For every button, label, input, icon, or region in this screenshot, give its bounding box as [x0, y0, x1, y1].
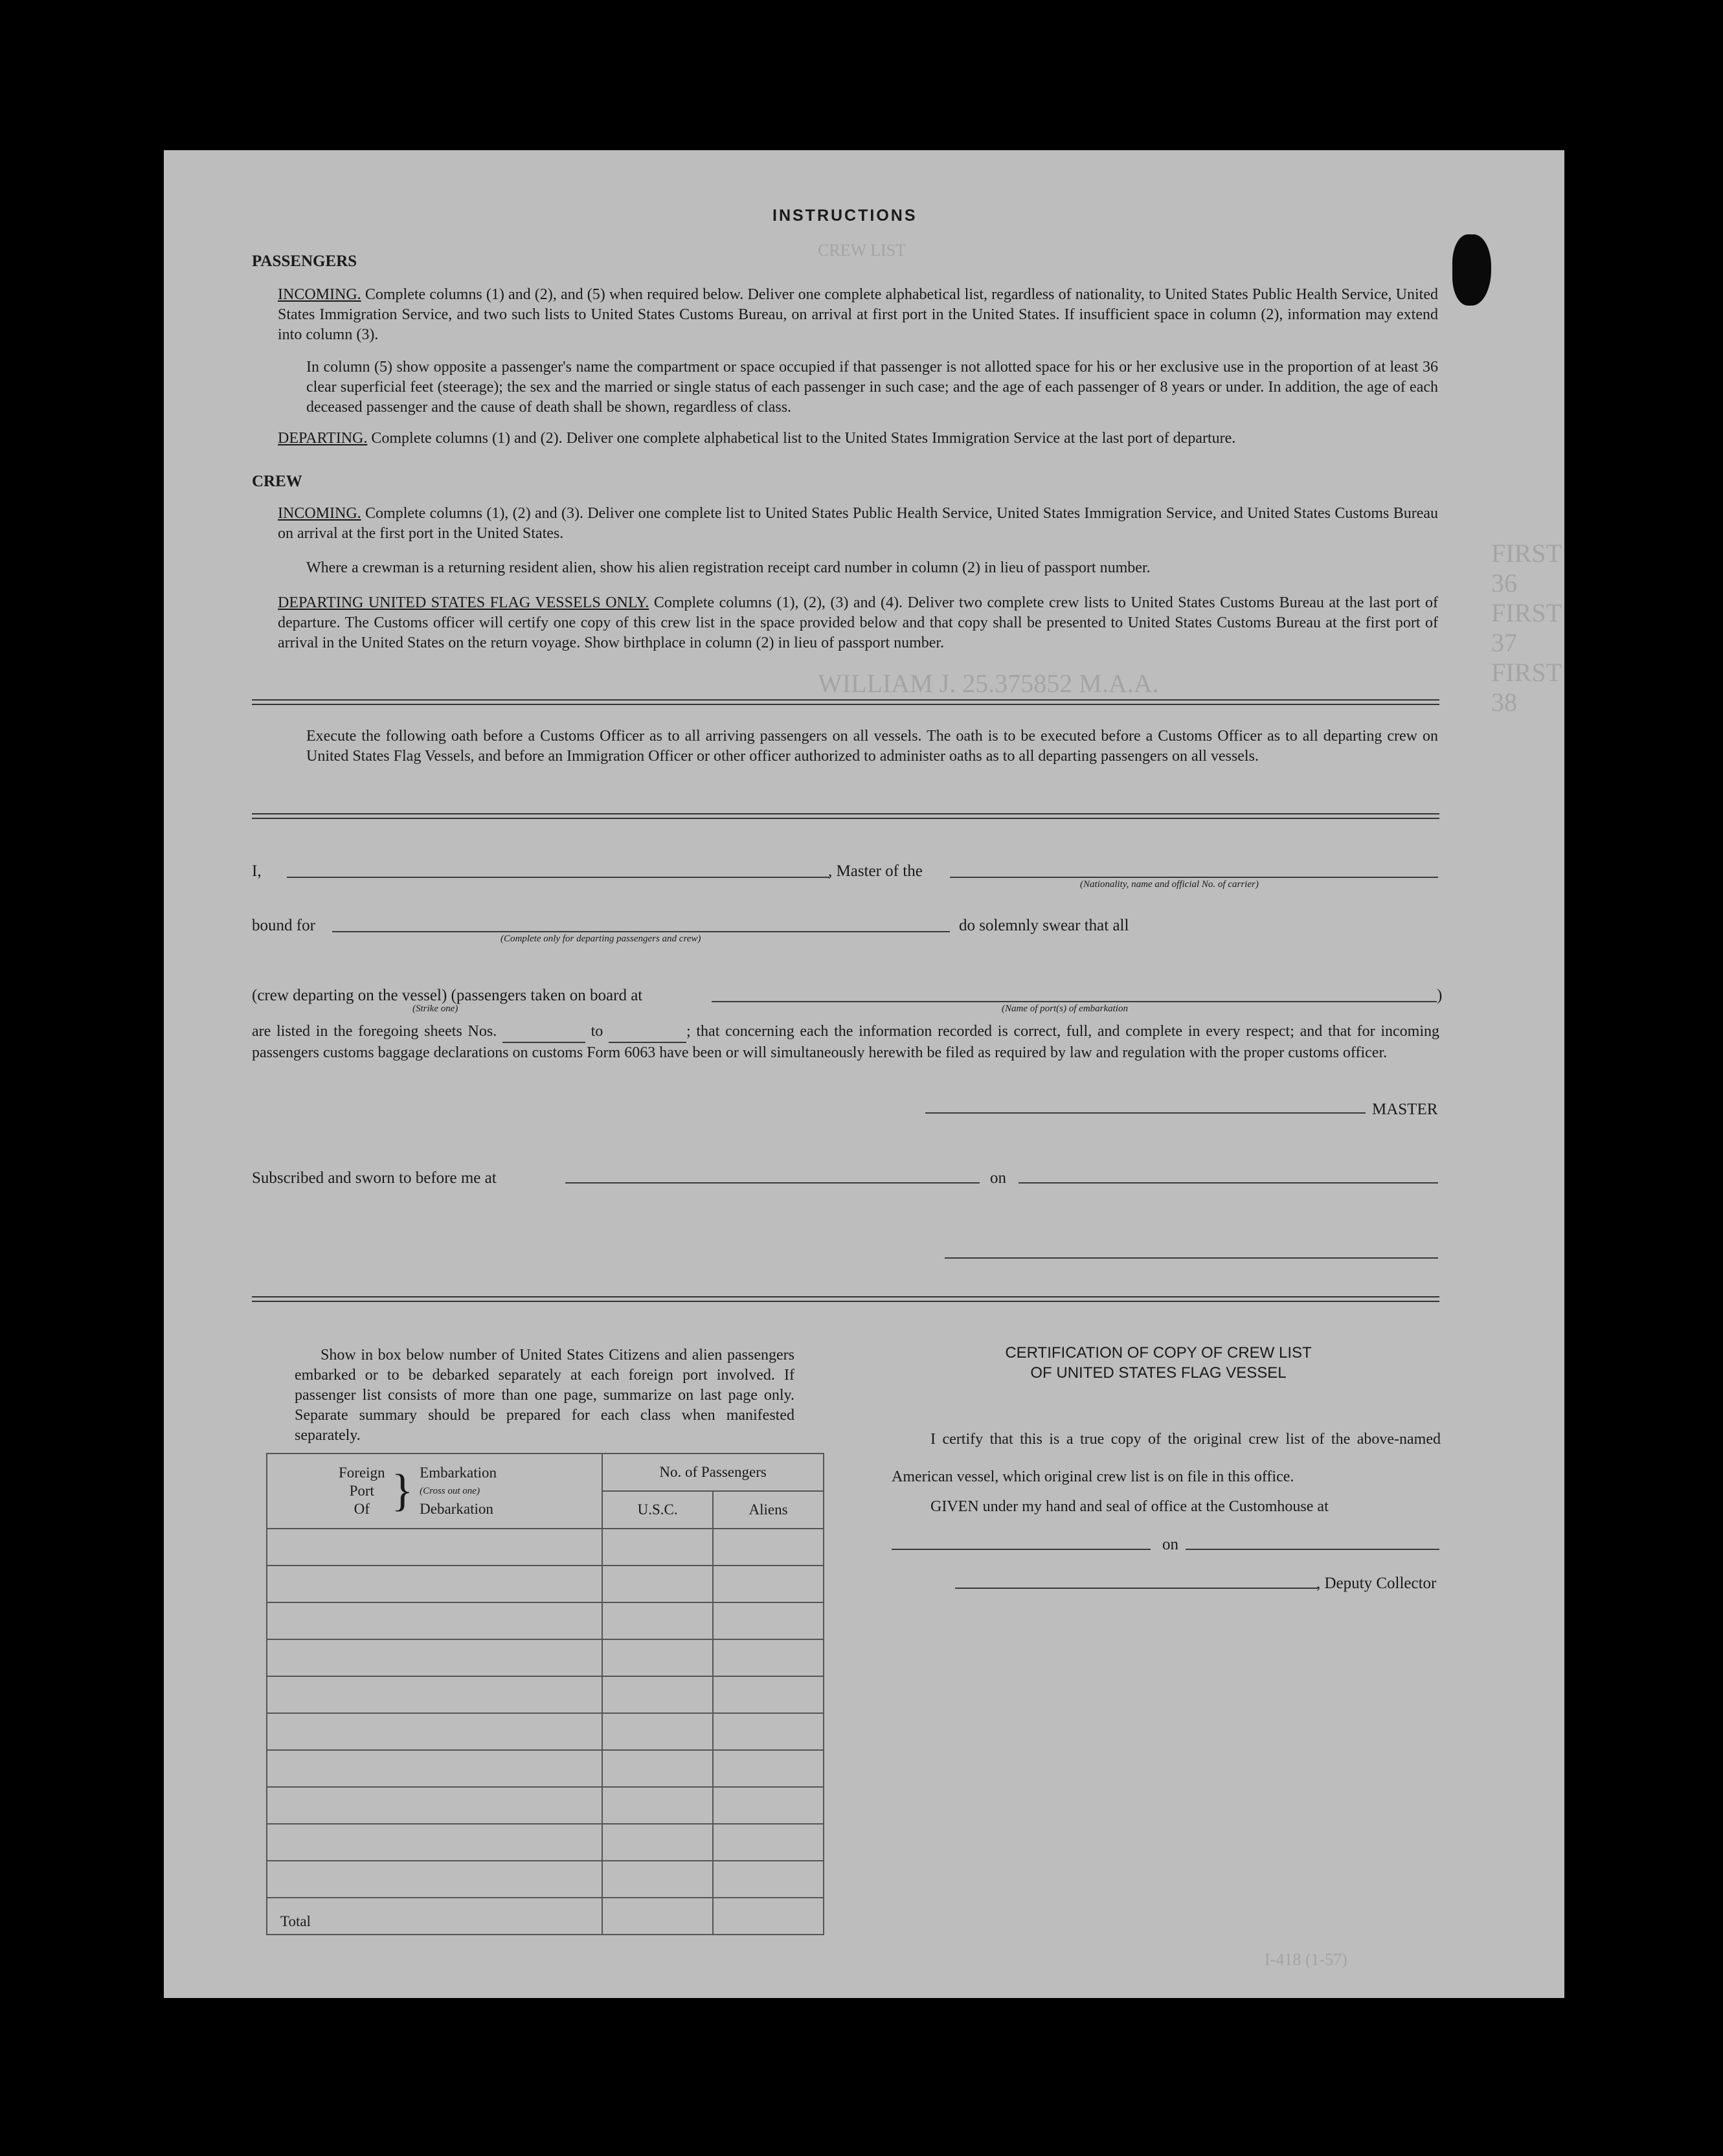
usc-cell[interactable]: [602, 1750, 713, 1787]
nationality-hint: (Nationality, name and official No. of carrier): [1080, 879, 1259, 890]
usc-cell[interactable]: [602, 1713, 713, 1750]
certification-date-field[interactable]: [1186, 1549, 1439, 1550]
usc-cell[interactable]: [602, 1787, 713, 1824]
header-no-passengers: No. of Passengers: [602, 1454, 824, 1491]
bleed-through-text: I-418 (1-57): [1265, 1950, 1347, 1969]
aliens-cell[interactable]: [713, 1787, 824, 1824]
strike-one-hint: (Strike one): [412, 1004, 458, 1014]
table-row: [267, 1566, 824, 1602]
port-hint: (Name of port(s) of embarkation: [1002, 1004, 1128, 1014]
passenger-summary-table: [266, 1453, 824, 1935]
header-of: Of: [354, 1501, 370, 1517]
table-row: [267, 1713, 824, 1750]
table-total-row: [267, 1898, 824, 1935]
summary-instructions: Show in box below number of United States Citizens and alien passengers embarked or to be debarked separately at each foreign port involved. If passenger list consists of more than one page, summarize on last page only. Separate summary should be prepared for each class when manifested separately.: [295, 1347, 794, 1444]
sheet-from-field[interactable]: [502, 1022, 585, 1043]
crew-incoming-text: Complete columns (1), (2) and (3). Deliver one complete list to United States Public Health Service, United States Immigration Service, and United States Customs Bureau on arrival at the first port in the United States.: [278, 505, 1439, 542]
aliens-cell[interactable]: [713, 1602, 824, 1639]
customhouse-field[interactable]: [892, 1549, 1151, 1550]
oath-intro: Execute the following oath before a Customs Officer as to all arriving passengers on all vessels. The oath is to be executed before a Customs Officer as to all departing crew on United States Flag Vessels, and before an Immigration Officer or other officer authorized to administer oaths as to all departing passengers on all vessels.: [306, 728, 1438, 765]
header-aliens: Aliens: [713, 1491, 824, 1529]
sheets-rest-text: ; that concerning each the information recorded is correct, full, and complete in every respect; and that for incoming passengers customs baggage declarations on customs Form 6063 have been or will simultaneously herewith be filed as required by law and regulation with the proper customs officer.: [252, 1023, 1440, 1061]
certification-on-label: on: [1162, 1536, 1178, 1553]
table-header-port: [267, 1454, 602, 1529]
crew-resident: Where a crewman is a returning resident alien, show his alien registration receipt card number in column (2) in lieu of passport number.: [306, 559, 1151, 576]
total-usc-cell[interactable]: [602, 1898, 713, 1935]
master-label: MASTER: [1372, 1101, 1438, 1118]
aliens-cell[interactable]: [713, 1713, 824, 1750]
table-row: [267, 1602, 824, 1639]
sheets-nos-label: are listed in the foregoing sheets Nos.: [252, 1023, 497, 1040]
bound-for-field[interactable]: [332, 931, 950, 932]
port-cell[interactable]: [267, 1750, 602, 1787]
total-label: Total: [267, 1898, 602, 1935]
aliens-cell[interactable]: [713, 1566, 824, 1602]
header-usc: U.S.C.: [602, 1491, 713, 1529]
master-of-label: , Master of the: [828, 862, 923, 880]
table-row: [267, 1787, 824, 1824]
header-embarkation: Embarkation: [420, 1465, 497, 1481]
crew-departing: [278, 593, 1438, 653]
aliens-cell[interactable]: [713, 1639, 824, 1676]
crew-departing-label: DEPARTING UNITED STATES FLAG VESSELS ONLY.: [278, 594, 649, 611]
deputy-signature-field[interactable]: [955, 1588, 1318, 1589]
port-cell[interactable]: [267, 1787, 602, 1824]
document-page: [164, 150, 1564, 1998]
embarkation-port-field[interactable]: [712, 1001, 1437, 1002]
incoming-text: Complete columns (1) and (2), and (5) when required below. Deliver one complete alphabetical list, regardless of nationality, to United States Public Health Service, United States Immigration Service, and two such lists to United States Customs Bureau, on arrival at first port in the United States. If insufficient space in column (2), information may extend into column (3).: [278, 286, 1438, 343]
aliens-cell[interactable]: [713, 1824, 824, 1861]
master-name-field[interactable]: [287, 877, 829, 878]
port-cell[interactable]: [267, 1676, 602, 1713]
sheets-paragraph: [252, 1022, 1439, 1063]
close-paren: ): [1437, 987, 1443, 1004]
port-cell[interactable]: [267, 1713, 602, 1750]
carrier-field[interactable]: [950, 877, 1438, 878]
brace-icon: }: [391, 1466, 414, 1516]
section-divider: [252, 699, 1439, 705]
sworn-date-field[interactable]: [1019, 1182, 1438, 1184]
aliens-cell[interactable]: [713, 1861, 824, 1898]
certification-title-line2: OF UNITED STATES FLAG VESSEL: [1030, 1364, 1287, 1382]
crew-incoming: [278, 504, 1438, 544]
table-row: [267, 1676, 824, 1713]
certify-text: I certify that this is a true copy of the original crew list of the above-named American vessel, which original crew list is on file in this office.: [892, 1431, 1441, 1485]
deputy-collector-label: , Deputy Collector: [1316, 1575, 1437, 1592]
to-label: to: [591, 1023, 603, 1040]
officer-signature-field[interactable]: [945, 1257, 1438, 1259]
aliens-cell[interactable]: [713, 1676, 824, 1713]
passengers-column5: In column (5) show opposite a passenger's name the compartment or space occupied if that passenger is not allotted space for his or her exclusive use in the proportion of at least 36 clear superficial feet (steerage); the sex and the married or single status of each passenger in such case; and the age of each passenger of 8 years or under. In addition, the age of each deceased passenger and the cause of death shall be shown, regardless of class.: [306, 359, 1438, 416]
port-cell[interactable]: [267, 1639, 602, 1676]
usc-cell[interactable]: [602, 1566, 713, 1602]
oath-i-label: I,: [252, 862, 262, 880]
sheet-to-field[interactable]: [609, 1022, 686, 1043]
table-row: [267, 1639, 824, 1676]
usc-cell[interactable]: [602, 1529, 713, 1566]
sworn-on-label: on: [990, 1169, 1006, 1187]
usc-cell[interactable]: [602, 1602, 713, 1639]
port-cell[interactable]: [267, 1824, 602, 1861]
subscribed-label: Subscribed and sworn to before me at: [252, 1169, 497, 1187]
port-cell[interactable]: [267, 1602, 602, 1639]
section-divider: [252, 1296, 1439, 1302]
departing-text: Complete columns (1) and (2). Deliver one complete alphabetical list to the United States Immigration Service at the last port of departure.: [371, 430, 1236, 447]
incoming-label: INCOMING.: [278, 286, 361, 303]
crew-heading: CREW: [252, 473, 302, 490]
usc-cell[interactable]: [602, 1824, 713, 1861]
ink-blot: [1452, 234, 1491, 306]
passengers-incoming: [278, 285, 1438, 345]
swear-text: do solemnly swear that all: [959, 917, 1129, 934]
section-divider: [252, 813, 1439, 819]
usc-cell[interactable]: [602, 1861, 713, 1898]
aliens-cell[interactable]: [713, 1529, 824, 1566]
bound-for-label: bound for: [252, 917, 315, 934]
crew-incoming-label: INCOMING.: [278, 505, 361, 522]
port-cell[interactable]: [267, 1529, 602, 1566]
departing-label: DEPARTING.: [278, 430, 368, 447]
given-text: GIVEN under my hand and seal of office at the Customhouse at: [930, 1498, 1329, 1515]
sworn-place-field[interactable]: [565, 1182, 980, 1184]
header-debarkation: Debarkation: [420, 1501, 493, 1517]
passengers-heading: PASSENGERS: [252, 253, 357, 270]
bleed-through-text: WILLIAM J. 25.375852 M.A.A.: [818, 669, 1159, 698]
total-aliens-cell[interactable]: [713, 1898, 824, 1935]
crew-departing-text: (crew departing on the vessel) (passengers taken on board at: [252, 987, 643, 1004]
port-cell[interactable]: [267, 1566, 602, 1602]
table-row: [267, 1750, 824, 1787]
usc-cell[interactable]: [602, 1639, 713, 1676]
certification-title-line1: CERTIFICATION OF COPY OF CREW LIST: [1005, 1344, 1312, 1362]
page-title: INSTRUCTIONS: [772, 207, 918, 225]
header-port: Port: [349, 1483, 374, 1499]
port-cell[interactable]: [267, 1861, 602, 1898]
master-signature-field[interactable]: [925, 1112, 1366, 1114]
certification-title: [873, 1343, 1443, 1383]
passengers-departing: [278, 429, 1438, 449]
header-cross-out: (Cross out one): [420, 1486, 480, 1496]
usc-cell[interactable]: [602, 1676, 713, 1713]
table-row: [267, 1824, 824, 1861]
table-row: [267, 1529, 824, 1566]
crew-departing-text: Complete columns (1), (2), (3) and (4). Deliver two complete crew lists to United States Customs Bureau at the last port of departure. The Customs officer will certify one copy of this crew list in the space provided below and that copy shall be presented to United States Customs Bureau at the first port of arrival in the United States on the return voyage. Show birthplace in column (2) in lieu of passport number.: [278, 594, 1438, 651]
bound-hint: (Complete only for departing passengers and crew): [501, 934, 701, 944]
bleed-through-text: FIRST 36 FIRST 37 FIRST 38: [1491, 539, 1562, 717]
header-foreign: Foreign: [339, 1465, 385, 1481]
bleed-through-text: CREW LIST: [818, 241, 907, 260]
aliens-cell[interactable]: [713, 1750, 824, 1787]
table-row: [267, 1861, 824, 1898]
